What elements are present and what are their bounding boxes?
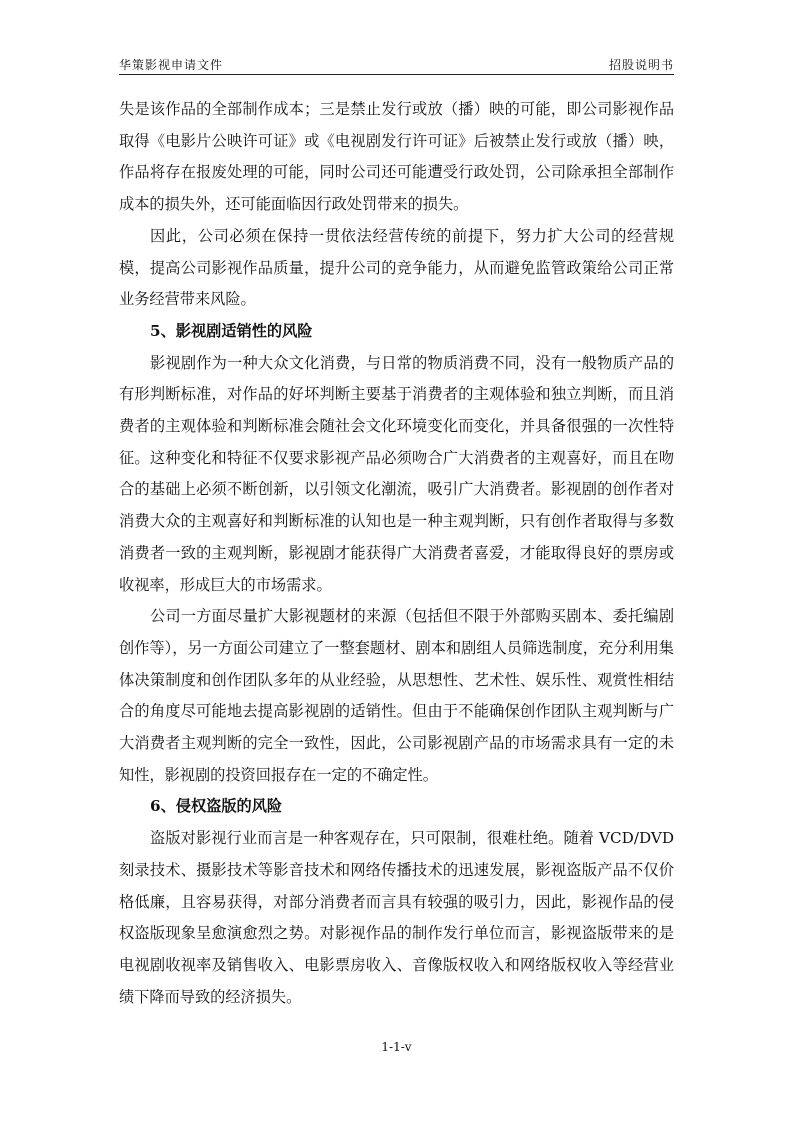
paragraph-regulatory-conclusion: 因此，公司必须在保持一贯依法经营传统的前提下，努力扩大公司的经营规模，提高公司影视作品质量，提升公司的竞争能力，从而避免监管政策给公司正常业务经营带来风险。: [119, 226, 674, 309]
page-body: [119, 94, 674, 1013]
section-heading-marketability-risk: 5、影视剧适销性的风险: [150, 321, 313, 340]
header-document-type: 招股说明书: [608, 58, 674, 72]
section-heading-piracy-risk: 6、侵权盗版的风险: [150, 797, 283, 816]
paragraph-marketability-description: 影视剧作为一种大众文化消费，与日常的物质消费不同，没有一般物质产品的有形判断标准，对作品的好坏判断主要基于消费者的主观体验和独立判断，而且消费者的主观体验和判断标准会随社会文化环境变化而变化，并具备很强的一次性特征。这种变化和特征不仅要求影视产品必须吻合广大消费者的主观喜好，而且在吻合的基础上必须不断创新，以引领文化潮流，吸引广大消费者。影视剧的创作者对消费大众的主观喜好和判断标准的认知也是一种主观判断，只有创作者取得与多数消费者一致的主观判断，影视剧才能获得广大消费者喜爱，才能取得良好的票房或收视率，形成巨大的市场需求。: [119, 353, 674, 594]
page-number: 1-1-v: [381, 1040, 412, 1054]
header-document-title: 华策影视申请文件: [119, 58, 224, 72]
paragraph-continued: 失是该作品的全部制作成本；三是禁止发行或放（播）映的可能，即公司影视作品取得《电影片公映许可证》或《电视剧发行许可证》后被禁止发行或放（播）映，作品将存在报废处理的可能，同时公司还可能遭受行政处罚，公司除承担全部制作成本的损失外，还可能面临因行政处罚带来的损失。: [119, 100, 674, 214]
paragraph-marketability-measures: 公司一方面尽量扩大影视题材的来源（包括但不限于外部购买剧本、委托编剧创作等），另一方面公司建立了一整套题材、剧本和剧组人员筛选制度，充分利用集体决策制度和创作团队多年的从业经验，从思想性、艺术性、娱乐性、观赏性相结合的角度尽可能地去提高影视剧的适销性。但由于不能确保创作团队主观判断与广大消费者主观判断的完全一致性，因此，公司影视剧产品的市场需求具有一定的未知性，影视剧的投资回报存在一定的不确定性。: [119, 607, 674, 784]
paragraph-piracy-description: 盗版对影视行业而言是一种客观存在，只可限制，很难杜绝。随着 VCD/DVD 刻录技术、摄影技术等影音技术和网络传播技术的迅速发展，影视盗版产品不仅价格低廉，且容易获得，对部分消费者而言具有较强的吸引力，因此，影视作品的侵权盗版现象呈愈演愈烈之势。对影视作品的制作发行单位而言，影视盗版带来的是电视剧收视率及销售收入、电影票房收入、音像版权收入和网络版权收入等经营业绩下降而导致的经济损失。: [119, 829, 674, 1006]
page-header: [119, 54, 674, 75]
